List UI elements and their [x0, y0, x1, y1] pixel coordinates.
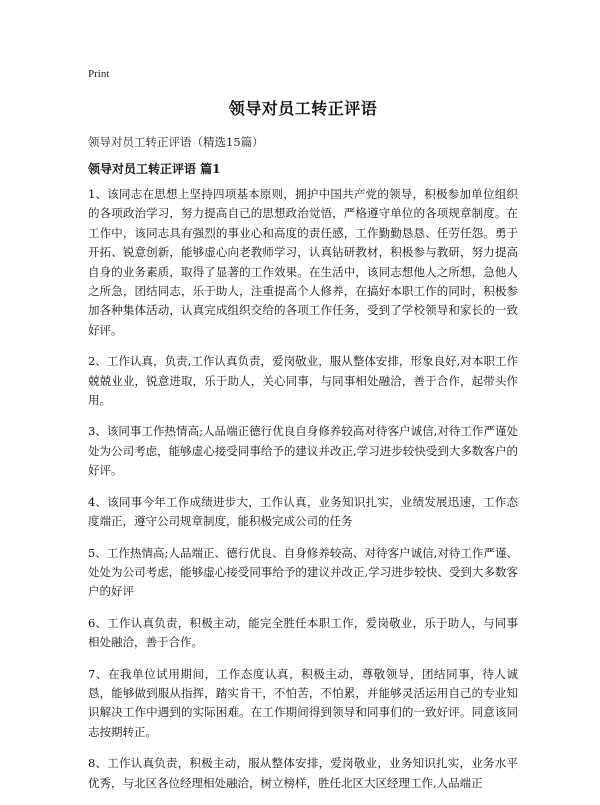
page-title: 领导对员工转正评语	[228, 99, 378, 118]
paragraph-1: 1、该同志在思想上坚持四项基本原则，拥护中国共产党的领导，积极参加单位组织的各项政治学习，努力提高自己的思想政治觉悟，严格遵守单位的各项规章制度。在工作中，该同志具有强烈的事业心和高度的责任感，工作勤勤恳恳、任劳任怨。勇于开拓、锐意创新，能够虚心向老教师学习，认真钻研教材，积极参与教研，努力提高自身的业务素质，取得了显著的工作效果。在生活中，该同志想他人之所想，急他人之所急，团结同志，乐于助人，注重提高个人修养，在搞好本职工作的同时，积极参加各种集体活动，认真完成组织交给的各项工作任务，受到了学校领导和家长的一致好评。	[88, 187, 518, 337]
paragraph-7: 7、在我单位试用期间，工作态度认真，积极主动，尊敬领导，团结同事，待人诚恳，能够做到服从指挥，踏实肯干，不怕苦，不怕累，并能够灵活运用自己的专业知识解决工作中遇到的实际困难。在工作期间得到领导和同事们的一致好评。同意该同志按期转正。	[88, 666, 518, 739]
paragraph-3: 3、该同事工作热情高;人品端正德行优良自身修养较高对待客户诚信,对待工作严谨处处为公司考虑，能够虚心接受同事给予的建议并改正,学习进步较快受到大多数客户的好评。	[88, 424, 518, 478]
paragraph-2: 2、工作认真，负责,工作认真负责，爱岗敬业，服从整体安排，形象良好,对本职工作兢兢业业，锐意进取，乐于助人，关心同事，与同事相处融洽，善于合作，起带头作用。	[88, 354, 518, 408]
paragraph-5: 5、工作热情高;人品端正、德行优良、自身修养较高、对待客户诚信,对待工作严谨、处处为公司考虑，能够虚心接受同事给予的建议并改正,学习进步较快、受到大多数客户的好评	[88, 545, 518, 599]
paragraph-4: 4、该同事今年工作成绩进步大，工作认真，业务知识扎实，业绩发展迅速，工作态度端正，遵守公司规章制度，能积极完成公司的任务	[88, 494, 518, 529]
paragraph-6: 6、工作认真负责，积极主动，能完全胜任本职工作，爱岗敬业，乐于助人，与同事相处融洽，善于合作。	[88, 615, 518, 650]
document-subtitle: 领导对员工转正评语（精选15篇）	[88, 135, 264, 149]
paragraph-list	[88, 185, 518, 805]
paragraph-8: 8、工作认真负责，积极主动，服从整体安排，爱岗敬业，业务知识扎实，业务水平优秀，与北区各位经理相处融洽，树立榜样，胜任北区大区经理工作,人品端正	[88, 756, 518, 790]
print-link[interactable]: Print	[88, 68, 110, 80]
section-heading: 领导对员工转正评语 篇1	[88, 162, 221, 176]
